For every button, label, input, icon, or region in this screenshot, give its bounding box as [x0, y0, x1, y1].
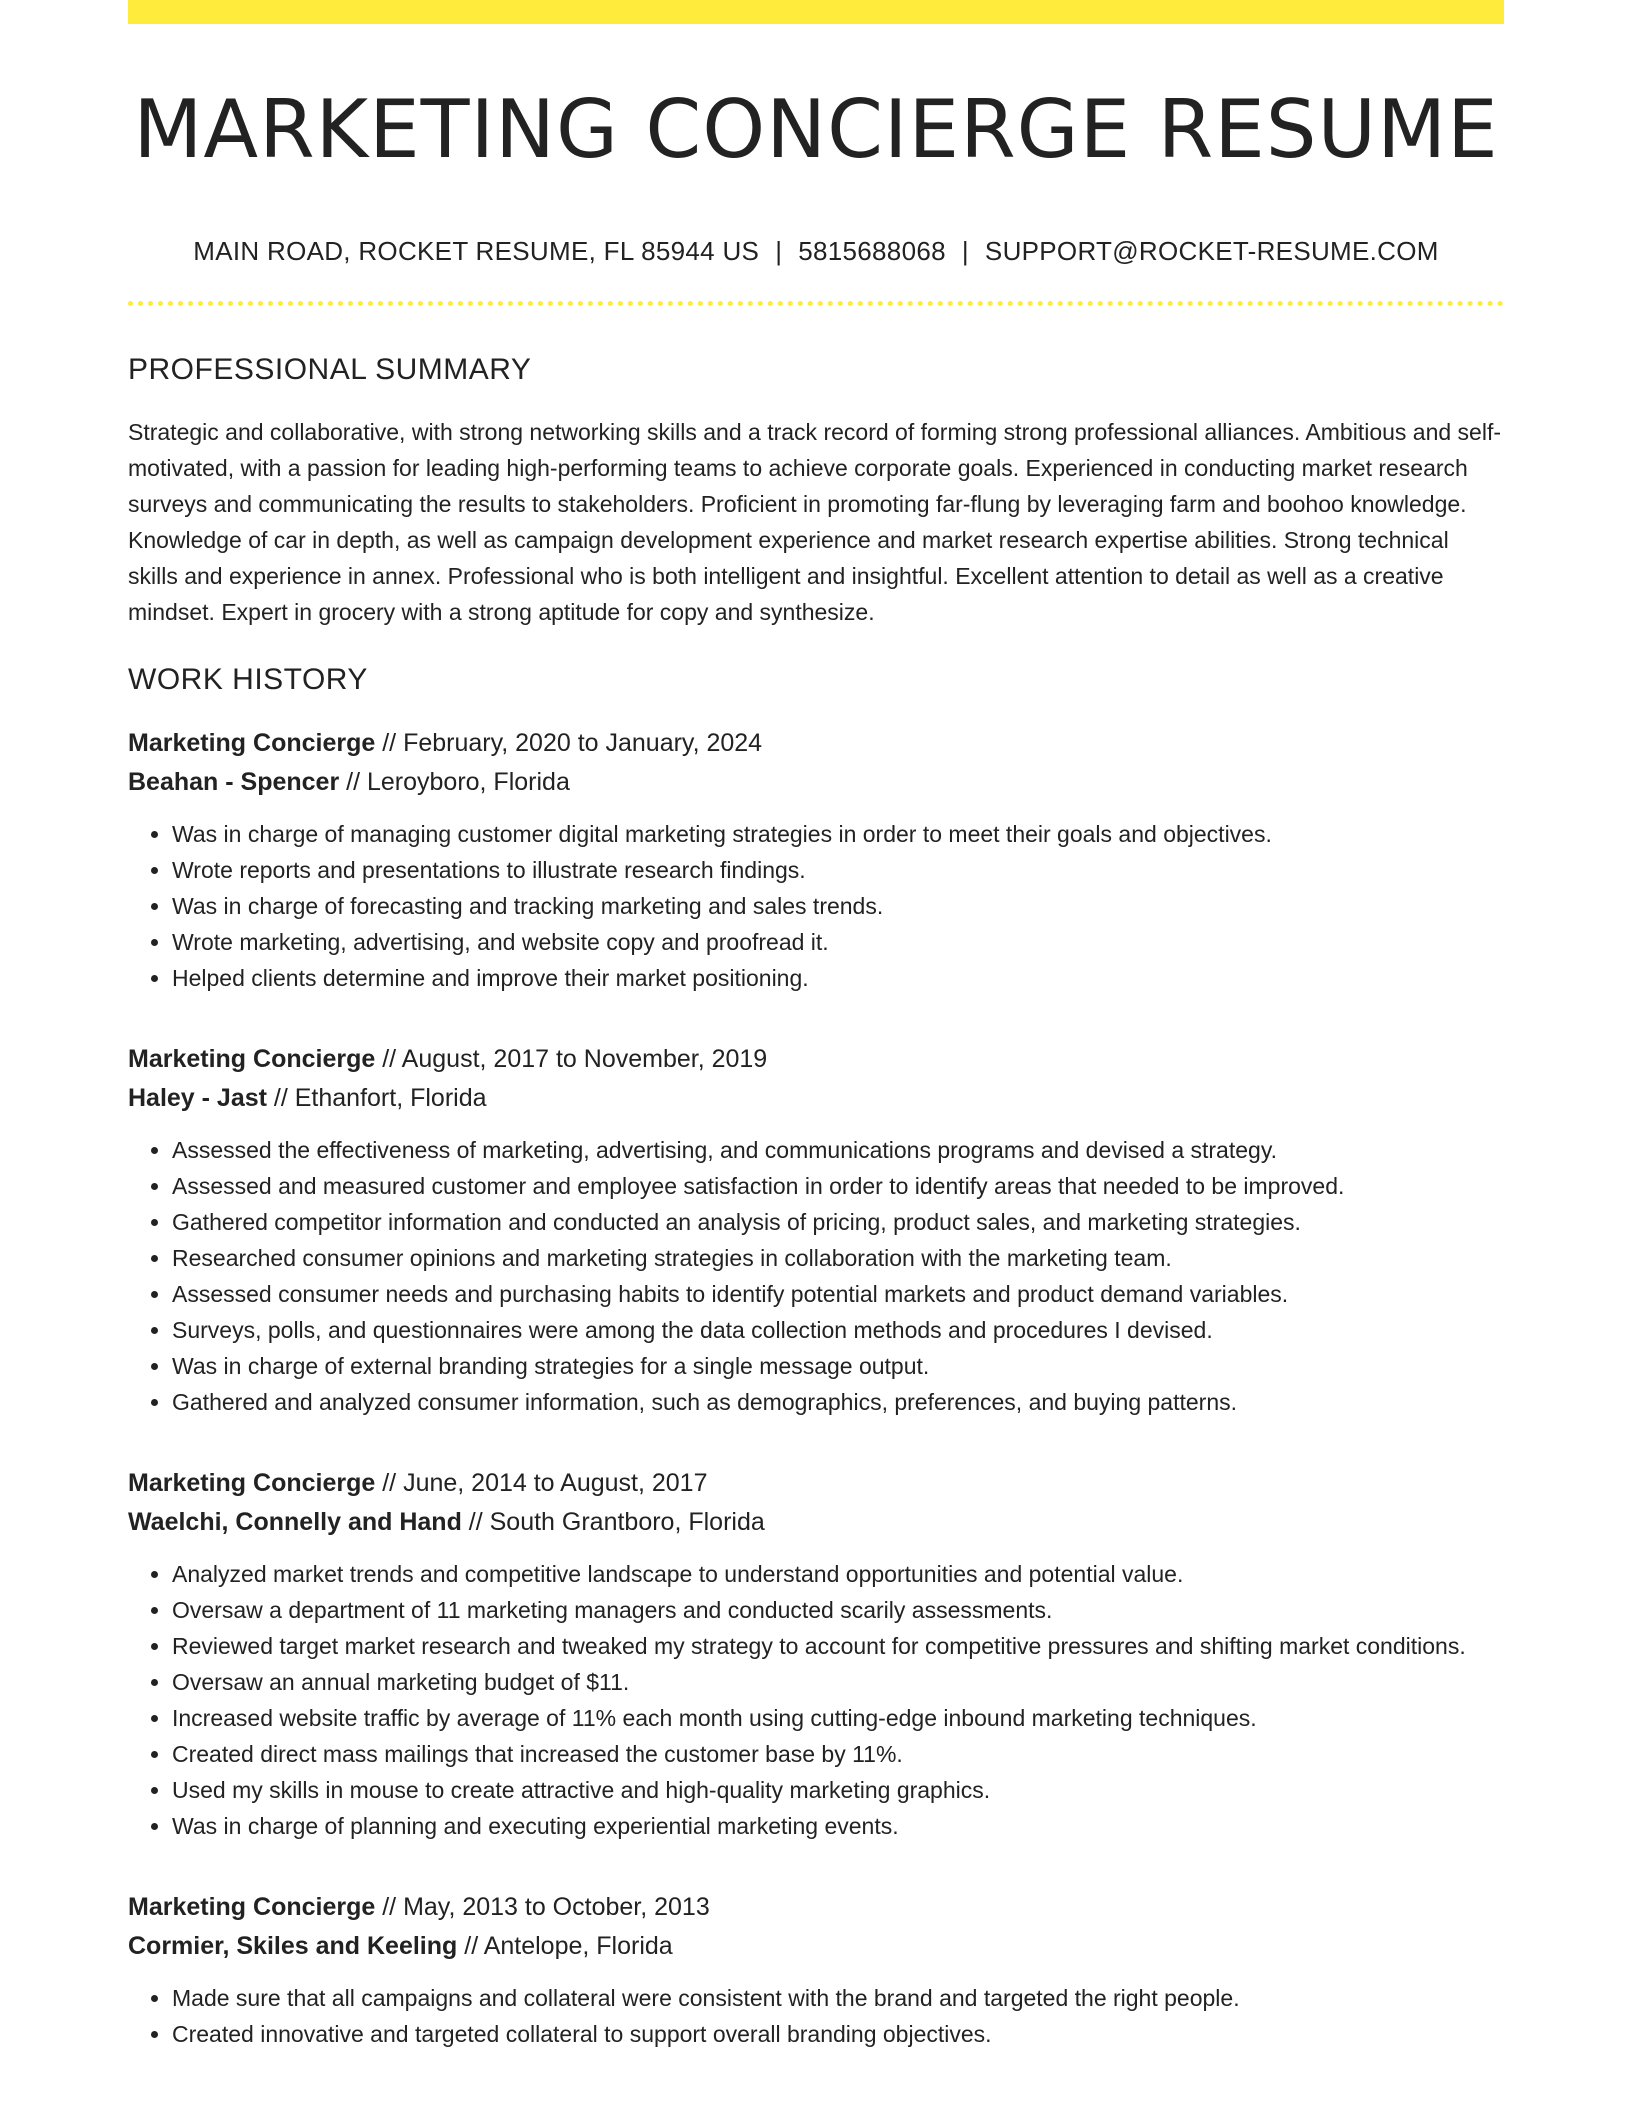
job-title-line	[128, 724, 1504, 763]
job-company: Beahan - Spencer	[128, 768, 340, 797]
dotted-divider	[128, 301, 1504, 306]
work-history-heading: WORK HISTORY	[128, 663, 368, 697]
job-title-line	[128, 1464, 1504, 1503]
job-bullet: • Surveys, polls, and questionnaires were among the data collection methods and procedures I devised.	[172, 1312, 1504, 1348]
job-bullets	[128, 1980, 1504, 2052]
job-bullet: • Was in charge of managing customer digital marketing strategies in order to meet their goals and objectives.	[172, 816, 1504, 852]
job-bullet: • Increased website traffic by average of 11% each month using cutting-edge inbound marketing techniques.	[172, 1700, 1504, 1736]
job-bullet: • Gathered and analyzed consumer information, such as demographics, preferences, and buying patterns.	[172, 1384, 1504, 1420]
job-bullet: • Reviewed target market research and tweaked my strategy to account for competitive pressures and shifting market conditions.	[172, 1628, 1504, 1664]
job-title: Marketing Concierge	[128, 1469, 376, 1498]
contact-line	[128, 236, 1504, 267]
job-dates: // May, 2013 to October, 2013	[375, 1893, 710, 1922]
contact-address: MAIN ROAD, ROCKET RESUME, FL 85944 US	[193, 236, 760, 266]
job-company-line	[128, 1079, 1504, 1118]
job-bullet: • Assessed the effectiveness of marketing, advertising, and communications programs and devised a strategy.	[172, 1132, 1504, 1168]
job-company: Haley - Jast	[128, 1084, 267, 1113]
job-dates: // June, 2014 to August, 2017	[375, 1469, 708, 1498]
job-bullets	[128, 816, 1504, 996]
job-company: Cormier, Skiles and Keeling	[128, 1932, 458, 1961]
accent-bar	[128, 0, 1504, 24]
job-bullets	[128, 1556, 1504, 1844]
contact-email: SUPPORT@ROCKET-RESUME.COM	[984, 236, 1439, 266]
job-location: // Ethanfort, Florida	[266, 1084, 487, 1113]
job-bullet: • Wrote reports and presentations to illustrate research findings.	[172, 852, 1504, 888]
job-bullet: • Gathered competitor information and conducted an analysis of pricing, product sales, and marketing strategies.	[172, 1204, 1504, 1240]
job-bullet: • Created innovative and targeted collateral to support overall branding objectives.	[172, 2016, 1504, 2052]
summary-text: Strategic and collaborative, with strong networking skills and a track record of forming strong professional alliances. Ambitious and self-motivated, with a passion for leading high-performing teams to achieve corporate goals. Experienced in conducting market research surveys and communicating the results to stakeholders. Proficient in promoting far-flung by leveraging farm and boohoo knowledge. Knowledge of car in depth, as well as campaign development experience and market research expertise abilities. Strong technical skills and experience in annex. Professional who is both intelligent and insightful. Excellent attention to detail as well as a creative mindset. Expert in grocery with a strong aptitude for copy and synthesize.	[128, 419, 1502, 626]
job-bullet: • Oversaw an annual marketing budget of $11.	[172, 1664, 1504, 1700]
resume-page	[128, 0, 1504, 2052]
resume-title: MARKETING CONCIERGE RESUME	[133, 83, 1499, 176]
job-location: // South Grantboro, Florida	[461, 1508, 765, 1537]
job-location: // Leroyboro, Florida	[339, 768, 570, 797]
job-bullet: • Made sure that all campaigns and collateral were consistent with the brand and targeted the right people.	[172, 1980, 1504, 2016]
contact-separator: |	[775, 236, 783, 266]
job-title: Marketing Concierge	[128, 1893, 376, 1922]
job-bullets	[128, 1132, 1504, 1420]
job-entry	[128, 1888, 1504, 2052]
job-company: Waelchi, Connelly and Hand	[128, 1508, 462, 1537]
job-bullet: • Used my skills in mouse to create attractive and high-quality marketing graphics.	[172, 1772, 1504, 1808]
job-company-line	[128, 763, 1504, 802]
job-company-line	[128, 1927, 1504, 1966]
job-title-line	[128, 1040, 1504, 1079]
job-bullet: • Created direct mass mailings that increased the customer base by 11%.	[172, 1736, 1504, 1772]
job-entry	[128, 1040, 1504, 1420]
job-entry	[128, 1464, 1504, 1844]
job-bullet: • Was in charge of forecasting and tracking marketing and sales trends.	[172, 888, 1504, 924]
job-bullet: • Wrote marketing, advertising, and website copy and proofread it.	[172, 924, 1504, 960]
job-title: Marketing Concierge	[128, 729, 376, 758]
contact-phone: 5815688068	[798, 236, 946, 266]
job-bullet: • Assessed and measured customer and employee satisfaction in order to identify areas that needed to be improved.	[172, 1168, 1504, 1204]
job-bullet: • Analyzed market trends and competitive landscape to understand opportunities and potential value.	[172, 1556, 1504, 1592]
job-title-line	[128, 1888, 1504, 1927]
job-entry	[128, 724, 1504, 996]
job-bullet: • Researched consumer opinions and marketing strategies in collaboration with the marketing team.	[172, 1240, 1504, 1276]
contact-separator: |	[961, 236, 969, 266]
job-location: // Antelope, Florida	[457, 1932, 673, 1961]
job-title: Marketing Concierge	[128, 1045, 376, 1074]
job-dates: // August, 2017 to November, 2019	[375, 1045, 768, 1074]
job-bullet: • Oversaw a department of 11 marketing managers and conducted scarily assessments.	[172, 1592, 1504, 1628]
summary-heading: PROFESSIONAL SUMMARY	[128, 353, 532, 387]
job-bullet: • Assessed consumer needs and purchasing habits to identify potential markets and product demand variables.	[172, 1276, 1504, 1312]
job-dates: // February, 2020 to January, 2024	[375, 729, 763, 758]
job-bullet: • Was in charge of planning and executing experiential marketing events.	[172, 1808, 1504, 1844]
job-bullet: • Helped clients determine and improve their market positioning.	[172, 960, 1504, 996]
job-company-line	[128, 1503, 1504, 1542]
job-bullet: • Was in charge of external branding strategies for a single message output.	[172, 1348, 1504, 1384]
